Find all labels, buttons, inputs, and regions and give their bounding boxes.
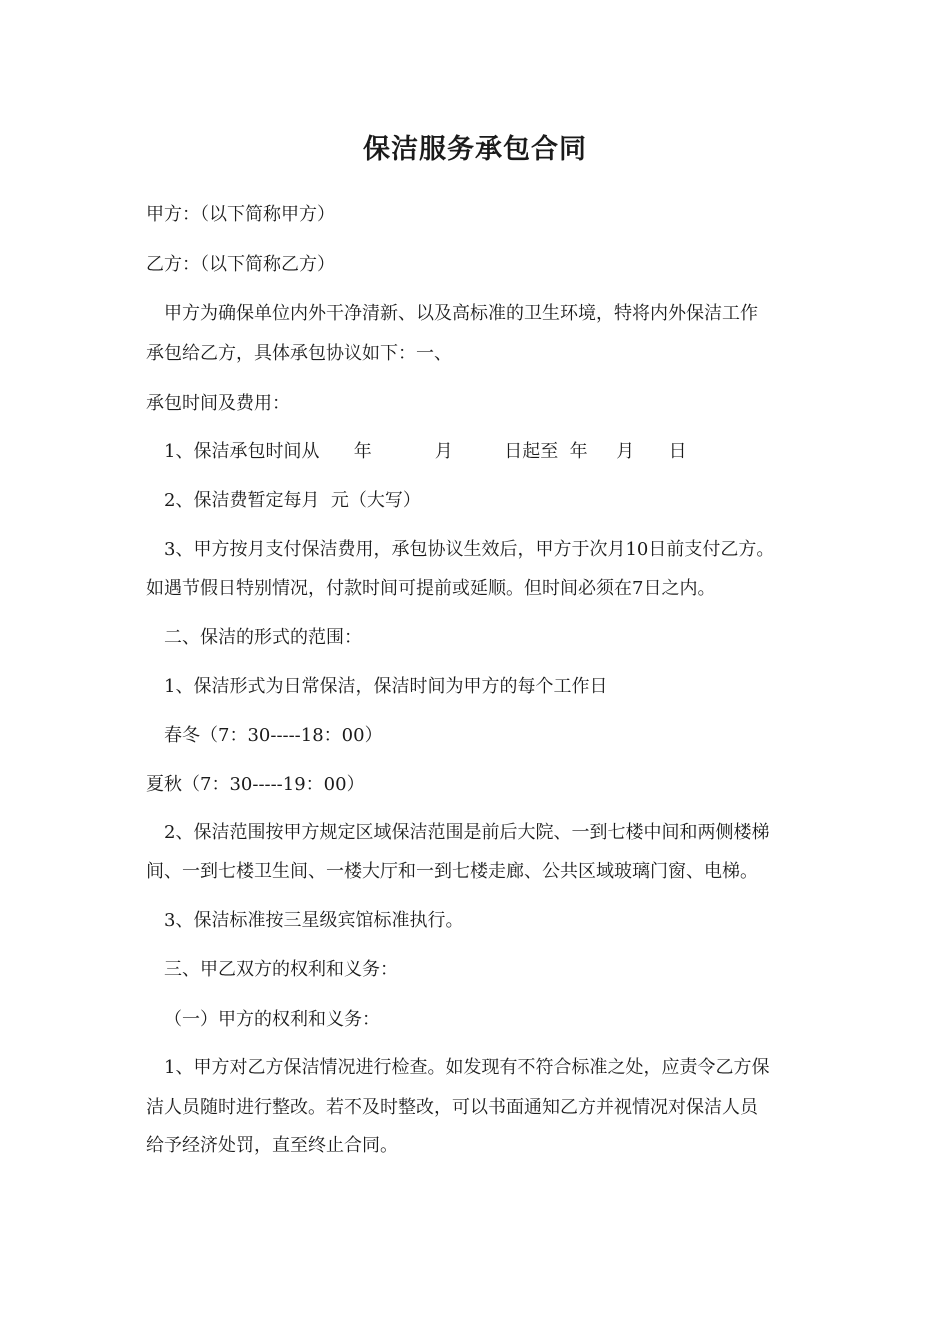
clause-3-1-line-3: 给予经济处罚，直至终止合同。: [146, 1135, 398, 1156]
clause-1-1: 1、保洁承包时间从 年 月 日起至 年 月 日: [164, 441, 687, 462]
intro-paragraph-line-1: 甲方为确保单位内外干净清新、以及高标准的卫生环境，特将内外保洁工作: [164, 303, 758, 324]
section-heading-rights-duties: 三、甲乙双方的权利和义务：: [164, 959, 398, 980]
clause-2-1: 1、保洁形式为日常保洁，保洁时间为甲方的每个工作日: [164, 676, 608, 697]
clause-1-3-line-2: 如遇节假日特别情况，付款时间可提前或延顺。但时间必须在7日之内。: [146, 578, 716, 599]
intro-paragraph-line-2: 承包给乙方，具体承包协议如下：一、: [146, 343, 452, 364]
document-title: 保洁服务承包合同: [363, 134, 587, 165]
party-b-line: 乙方：（以下简称乙方）: [146, 254, 335, 275]
clause-2-2-line-2: 间、一到七楼卫生间、一楼大厅和一到七楼走廊、公共区域玻璃门窗、电梯。: [146, 861, 758, 882]
subsection-heading-party-a: （一）甲方的权利和义务：: [164, 1009, 380, 1030]
clause-3-1-line-1: 1、甲方对乙方保洁情况进行检查。如发现有不符合标准之处，应责令乙方保: [164, 1057, 770, 1078]
party-a-line: 甲方：（以下简称甲方）: [146, 204, 335, 225]
clause-1-2: 2、保洁费暂定每月 元（大写）: [164, 490, 421, 511]
schedule-summer-autumn: 夏秋（7：30-----19：00）: [146, 774, 365, 795]
clause-2-2-line-1: 2、保洁范围按甲方规定区域保洁范围是前后大院、一到七楼中间和两侧楼梯: [164, 822, 770, 843]
section-heading-term-and-fees: 承包时间及费用：: [146, 393, 290, 414]
clause-1-3-line-1: 3、甲方按月支付保洁费用，承包协议生效后，甲方于次月10日前支付乙方。: [164, 539, 775, 560]
clause-3-1-line-2: 洁人员随时进行整改。若不及时整改，可以书面通知乙方并视情况对保洁人员: [146, 1097, 758, 1118]
section-heading-scope: 二、保洁的形式的范围：: [164, 627, 362, 648]
schedule-spring-winter: 春冬（7：30-----18：00）: [164, 725, 383, 746]
clause-2-3: 3、保洁标准按三星级宾馆标准执行。: [164, 910, 464, 931]
